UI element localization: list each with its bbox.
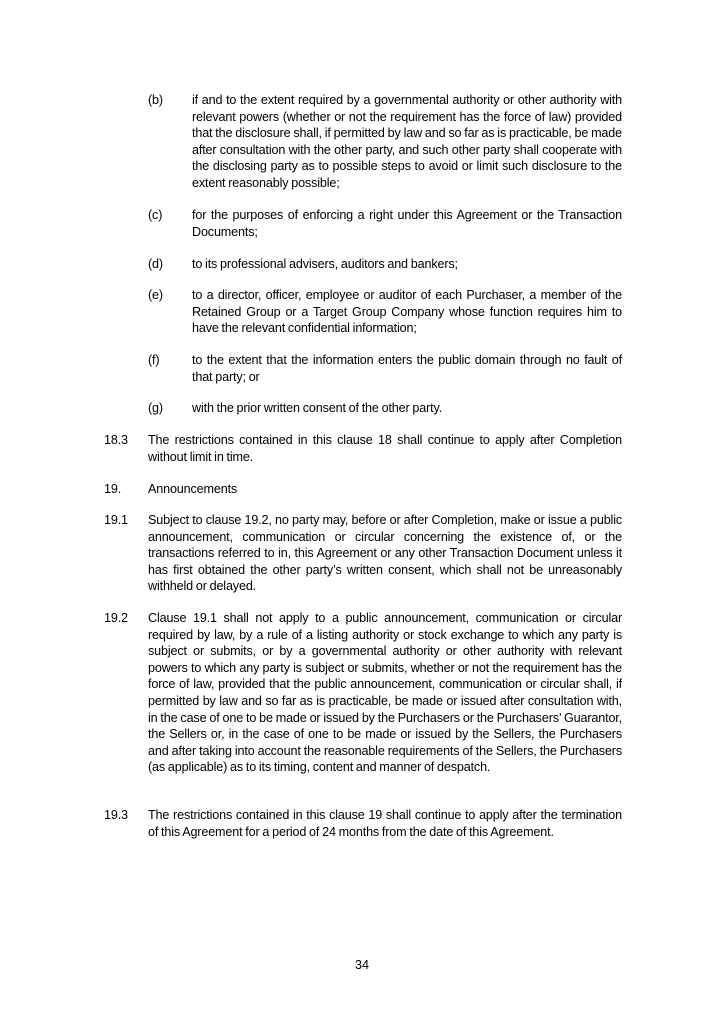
item-text: with the prior written consent of the other party.: [192, 401, 443, 415]
clause-number: 19.3: [104, 808, 128, 822]
item-number: (f): [148, 353, 160, 367]
section-number: 19.: [104, 482, 122, 496]
clause-number: 18.3: [104, 433, 128, 447]
clause-text: Clause 19.1 shall not apply to a public announcement, communication or circular required by law, by a rule of a listing authority or stock exchange to which any party is subject or submits, or by a governmental authority or other authority with relevant powers to which any party is subject or submits, whether or not the requirement has the force of law, provided that the public announcement, communication or circular shall, if permitted by law and so far as is practicable, be made or issued after consultation with, in the case of one to be made or issued by the Purchasers or the Purchasers’ Guarantor, the Sellers or, in the case of one to be made or issued by the Sellers, the Purchasers and after taking into account the reasonable requirements of the Sellers, the Purchasers (as applicable) as to its timing, content and manner of despatch.: [148, 611, 622, 775]
clause-text: The restrictions contained in this clause 19 shall continue to apply after the termination of this Agreement for a period of 24 months from the date of this Agreement.: [148, 808, 622, 839]
item-number: (d): [148, 257, 163, 271]
clause-text: The restrictions contained in this clause 18 shall continue to apply after Completion without limit in time.: [148, 433, 622, 464]
item-number: (c): [148, 208, 163, 222]
item-text: to a director, officer, employee or auditor of each Purchaser, a member of the Retained Group or a Target Group Company whose function requires him to have the relevant confidential information;: [192, 288, 622, 336]
clause-text: Subject to clause 19.2, no party may, before or after Completion, make or issue a public announcement, communication or circular concerning the existence of, or the transactions referred to in, this Agreement or any other Transaction Document unless it has first obtained the other party’s written consent, which shall not be unreasonably withheld or delayed.: [148, 513, 622, 594]
clause-number: 19.1: [104, 513, 128, 527]
item-text: to the extent that the information enters the public domain through no fault of that party; or: [192, 353, 622, 384]
item-text: if and to the extent required by a governmental authority or other authority with relevant powers (whether or not the requirement has the force of law) provided that the disclosure shall, if permitted by law and so far as is practicable, be made after consultation with the other party, and such other party shall cooperate with the disclosing party as to possible steps to avoid or limit such disclosure to the extent reasonably possible;: [192, 93, 622, 190]
item-number: (g): [148, 401, 163, 415]
item-number: (e): [148, 288, 163, 302]
page-number: 34: [354, 958, 369, 972]
section-title: Announcements: [148, 482, 238, 496]
item-text: to its professional advisers, auditors and bankers;: [192, 257, 458, 271]
clause-number: 19.2: [104, 611, 128, 625]
item-number: (b): [148, 93, 163, 107]
item-text: for the purposes of enforcing a right under this Agreement or the Transaction Documents;: [192, 208, 622, 239]
